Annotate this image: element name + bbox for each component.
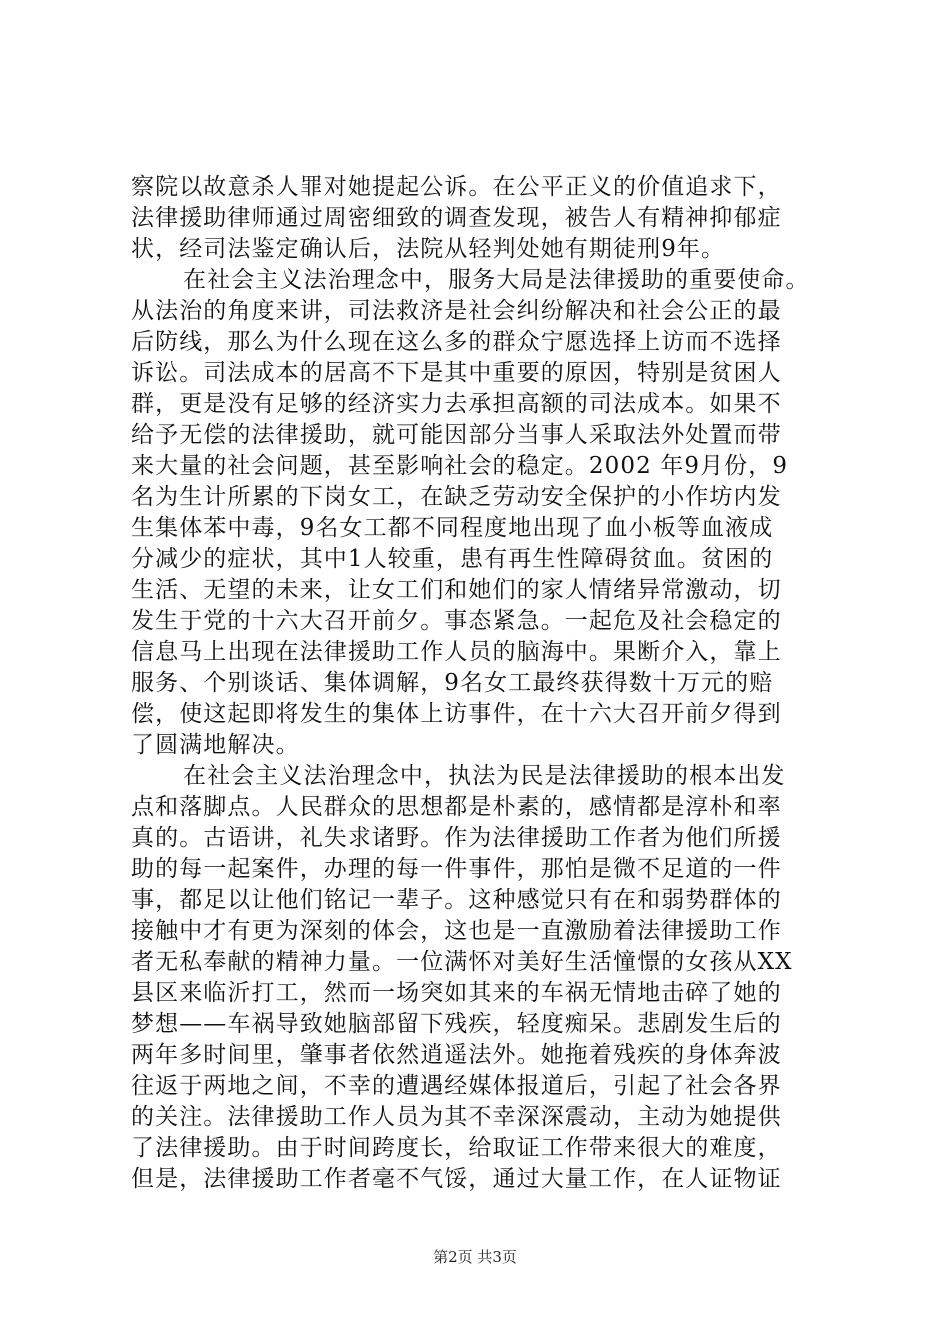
text-line: 群，更是没有足够的经济实力去承担高额的司法成本。如果不 bbox=[131, 391, 782, 417]
text-line: 了法律援助。由于时间跨度长，给取证工作带来很大的难度， bbox=[131, 1135, 782, 1161]
text-line: 名为生计所累的下岗女工，在缺乏劳动安全保护的小作坊内发 bbox=[131, 484, 782, 510]
text-line: 诉讼。司法成本的居高不下是其中重要的原因，特别是贫困人 bbox=[131, 360, 782, 386]
text-line: 服务、个别谈话、集体调解，9名女工最终获得数十万元的赔 bbox=[131, 670, 774, 696]
text-line: 两年多时间里，肇事者依然逍遥法外。她拖着残疾的身体奔波 bbox=[131, 1042, 782, 1068]
text-line: 来大量的社会问题，甚至影响社会的稳定。2002 年9月份，9 bbox=[131, 453, 789, 479]
text-line: 梦想——车祸导致她脑部留下残疾，轻度痴呆。悲剧发生后的 bbox=[131, 1011, 782, 1037]
text-line: 法律援助律师通过周密细致的调查发现，被告人有精神抑郁症 bbox=[131, 205, 782, 231]
text-line: 点和落脚点。人民群众的思想都是朴素的，感情都是淳朴和率 bbox=[131, 794, 782, 820]
text-line: 从法治的角度来讲，司法救济是社会纠纷解决和社会公正的最 bbox=[131, 298, 782, 324]
document-body bbox=[131, 172, 831, 1195]
text-line: 偿，使这起即将发生的集体上访事件，在十六大召开前夕得到 bbox=[131, 701, 782, 727]
text-line: 状，经司法鉴定确认后，法院从轻判处她有期徒刑9年。 bbox=[131, 236, 726, 262]
text-line: 生集体苯中毒，9名女工都不同程度地出现了血小板等血液成 bbox=[131, 515, 774, 541]
text-line: 察院以故意杀人罪对她提起公诉。在公平正义的价值追求下， bbox=[131, 174, 782, 200]
text-line: 接触中才有更为深刻的体会，这也是一直激励着法律援助工作 bbox=[131, 918, 782, 944]
page-number: 第2页 共3页 bbox=[433, 1248, 517, 1266]
text-line: 事，都足以让他们铭记一辈子。这种感觉只有在和弱势群体的 bbox=[131, 887, 782, 913]
text-line: 县区来临沂打工，然而一场突如其来的车祸无情地击碎了她的 bbox=[131, 980, 782, 1006]
text-line: 发生于党的十六大召开前夕。事态紧急。一起危及社会稳定的 bbox=[131, 608, 782, 634]
text-line: 助的每一起案件，办理的每一件事件，那怕是微不足道的一件 bbox=[131, 856, 782, 882]
text-line: 分减少的症状，其中1人较重，患有再生性障碍贫血。贫困的 bbox=[131, 546, 774, 572]
paragraph-first-line: 在社会主义法治理念中，服务大局是法律援助的重要使命。 bbox=[183, 267, 810, 293]
text-line: 后防线，那么为什么现在这么多的群众宁愿选择上访而不选择 bbox=[131, 329, 782, 355]
text-line: 信息马上出现在法律援助工作人员的脑海中。果断介入，靠上 bbox=[131, 639, 782, 665]
text-line: 往返于两地之间，不幸的遭遇经媒体报道后，引起了社会各界 bbox=[131, 1073, 782, 1099]
text-line: 真的。古语讲，礼失求诸野。作为法律援助工作者为他们所援 bbox=[131, 825, 782, 851]
text-line: 的关注。法律援助工作人员为其不幸深深震动，主动为她提供 bbox=[131, 1104, 782, 1130]
text-line: 了圆满地解决。 bbox=[131, 732, 300, 758]
text-line: 生活、无望的未来，让女工们和她们的家人情绪异常激动，切 bbox=[131, 577, 782, 603]
text-line: 但是，法律援助工作者毫不气馁，通过大量工作，在人证物证 bbox=[131, 1166, 782, 1192]
text-line: 给予无偿的法律援助，就可能因部分当事人采取法外处置而带 bbox=[131, 422, 782, 448]
text-line: 者无私奉献的精神力量。一位满怀对美好生活憧憬的女孩从XX bbox=[131, 949, 793, 975]
paragraph-first-line: 在社会主义法治理念中，执法为民是法律援助的根本出发 bbox=[183, 763, 786, 789]
